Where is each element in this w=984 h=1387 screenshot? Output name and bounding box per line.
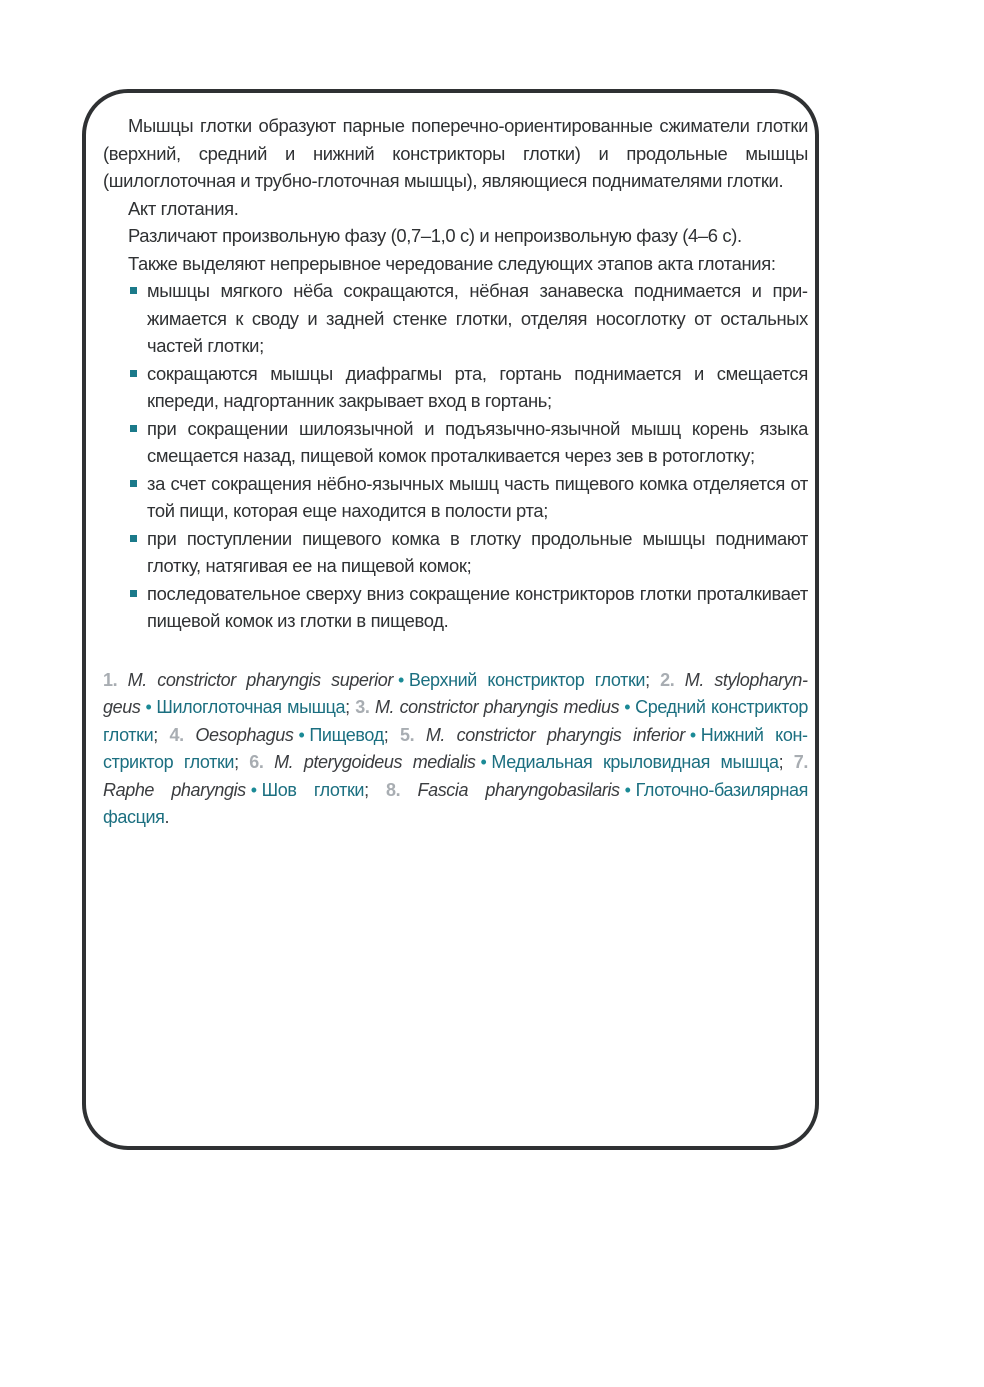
list-item [103, 415, 808, 470]
dot-separator-icon: • [624, 779, 631, 800]
dot-separator-icon: • [689, 724, 696, 745]
dot-separator-icon: • [480, 752, 487, 772]
legend-item: 7. Raphe pharyngis • Шов глотки; [103, 752, 808, 800]
list-item-text: за счет сокращения нёбно-язычных мышц часть пищевого комка отделяется от той пищи, которая еще находится в полости рта; [147, 472, 808, 521]
list-item [103, 360, 808, 415]
dot-separator-icon: • [397, 669, 404, 690]
list-item-text: последовательное сверху вниз сокращение констрикторов глотки проталкивает пищевой комок из глотки в пищевод. [147, 582, 808, 631]
phases-paragraph: Различают произвольную фазу (0,7–1,0 с) и непроизвольную фазу (4–6 с). [128, 225, 742, 246]
figure-legend [103, 667, 808, 832]
stages-list [103, 277, 808, 635]
swallowing-heading: Акт глотания. [128, 197, 239, 219]
square-bullet-icon [130, 287, 137, 294]
stages-intro: Также выделяют непрерывное чередование следующих этапов акта глотания: [128, 252, 776, 274]
square-bullet-icon [130, 535, 137, 542]
legend-item: 5. M. constrictor pharyngis inferior • Нижний констриктор глотки; [103, 724, 808, 772]
list-item-text: при поступлении пищевого комка в глотку продольные мышцы поднимают глотку, натягивая ее на пищевой комок; [147, 527, 808, 576]
dot-separator-icon: • [624, 697, 631, 717]
legend-item: 6. M. pterygoideus medialis • Медиальная крыловидная мышца; [249, 752, 784, 772]
list-item-text: при сокращении шилоязычной и подъязычно-язычной мышц корень языка смещается назад, пищевой комок проталкивается через зев в ротоглотку; [147, 417, 808, 466]
page-content [103, 112, 808, 832]
legend-item: 8. Fascia pharyngobasilaris • Глоточно-базилярная фасция. [103, 779, 808, 827]
list-item [103, 580, 808, 635]
list-item [103, 525, 808, 580]
dot-separator-icon: • [298, 724, 305, 745]
dot-separator-icon: • [145, 697, 152, 717]
legend-item: 4. Oesophagus • Пищевод; [169, 724, 389, 745]
square-bullet-icon [130, 480, 137, 487]
legend-item: 2. M. stylopharyngeus • Шилоглоточная мышца; [103, 669, 808, 717]
list-item-text: мышцы мягкого нёба сокращаются, нёбная занавеска поднимается и прижимается к своду и задней стенке глотки, отделяя носоглотку от остальных частей глотки; [147, 280, 808, 356]
square-bullet-icon [130, 425, 137, 432]
list-item [103, 277, 808, 360]
intro-paragraph: Мышцы глотки образуют парные поперечно-ориентированные сжиматели глотки (верхний, средний и нижний констрикторы глотки) и продольные мышцы (шилоглоточная и трубно-глоточная мышцы), являющиеся поднимателями глотки. [103, 115, 808, 191]
list-item-text: сокращаются мышцы диафрагмы рта, гортань поднимается и смещается кпереди, надгортанник закрывает вход в гортань; [147, 362, 808, 411]
legend-item: 3. M. constrictor pharyngis medius • Средний констриктор глотки; [103, 697, 809, 745]
square-bullet-icon [130, 590, 137, 597]
square-bullet-icon [130, 370, 137, 377]
dot-separator-icon: • [250, 779, 257, 800]
list-item [103, 470, 808, 525]
legend-item: 1. M. constrictor pharyngis superior • Верхний констриктор глотки; [103, 669, 650, 690]
